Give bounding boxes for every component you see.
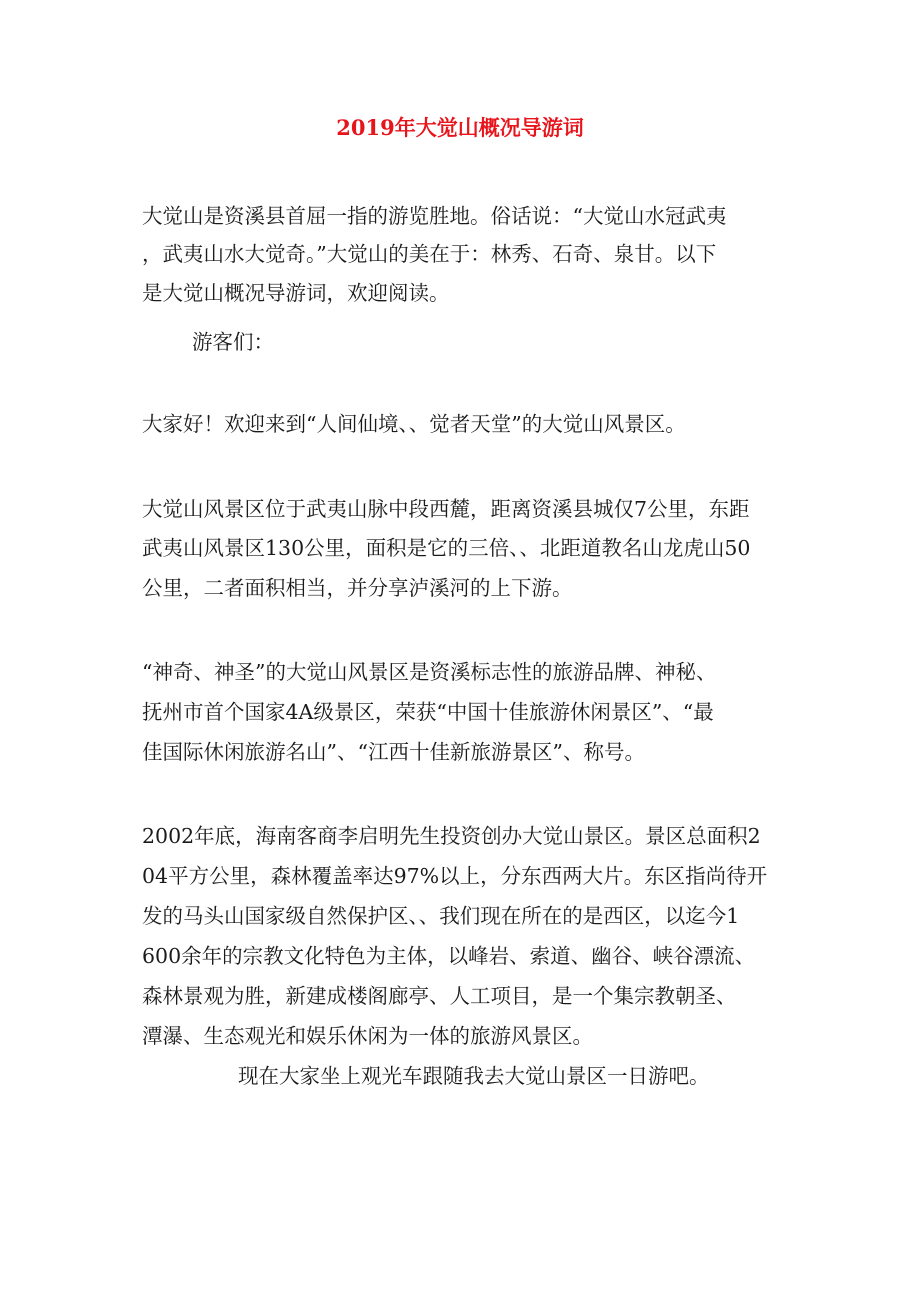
paragraph-line: 现在大家坐上观光车跟随我去大觉山景区一日游吧。 (238, 1064, 710, 1088)
paragraph-line: 抚州市首个国家4A级景区，荣获“中国十佳旅游休闲景区”、“最 (142, 700, 714, 724)
paragraph-line: “神奇、神圣”的大觉山风景区是资溪标志性的旅游品牌、神秘、 (142, 660, 717, 684)
document-title: 2019年大觉山概况导游词 (336, 115, 584, 140)
paragraph-line: 大觉山是资溪县首屈一指的游览胜地。俗话说：“大觉山水冠武夷 (142, 204, 727, 228)
paragraph-line: 是大觉山概况导游词，欢迎阅读。 (142, 281, 450, 305)
paragraph-line: 600余年的宗教文化特色为主体，以峰岩、索道、幽谷、峡谷漂流、 (142, 944, 756, 968)
paragraph-line: ，武夷山水大觉奇。”大觉山的美在于：林秀、石奇、泉甘。以下 (142, 242, 717, 266)
paragraph-line: 游客们： (192, 330, 274, 354)
paragraph-line: 佳国际休闲旅游名山”、“江西十佳新旅游景区”、称号。 (142, 740, 645, 764)
paragraph-line: 大觉山风景区位于武夷山脉中段西麓，距离资溪县城仅7公里，东距 (142, 497, 750, 521)
paragraph-line: 2002年底，海南客商李启明先生投资创办大觉山景区。景区总面积2 (142, 824, 761, 848)
paragraph-line: 大家好！欢迎来到“人间仙境、、觉者天堂”的大觉山风景区。 (142, 412, 686, 436)
paragraph-line: 潭瀑、生态观光和娱乐休闲为一体的旅游风景区。 (142, 1024, 593, 1048)
paragraph-line: 发的马头山国家级自然保护区、、我们现在所在的是西区，以迄今1 (142, 904, 740, 928)
paragraph-line: 04平方公里，森林覆盖率达97%以上，分东西两大片。东区指尚待开 (142, 864, 768, 888)
paragraph-line: 森林景观为胜，新建成楼阁廊亭、人工项目，是一个集宗教朝圣、 (142, 984, 737, 1008)
paragraph-line: 武夷山风景区130公里，面积是它的三倍、、北距道教名山龙虎山50 (142, 536, 751, 560)
paragraph-line: 公里，二者面积相当，并分享泸溪河的上下游。 (142, 576, 573, 600)
